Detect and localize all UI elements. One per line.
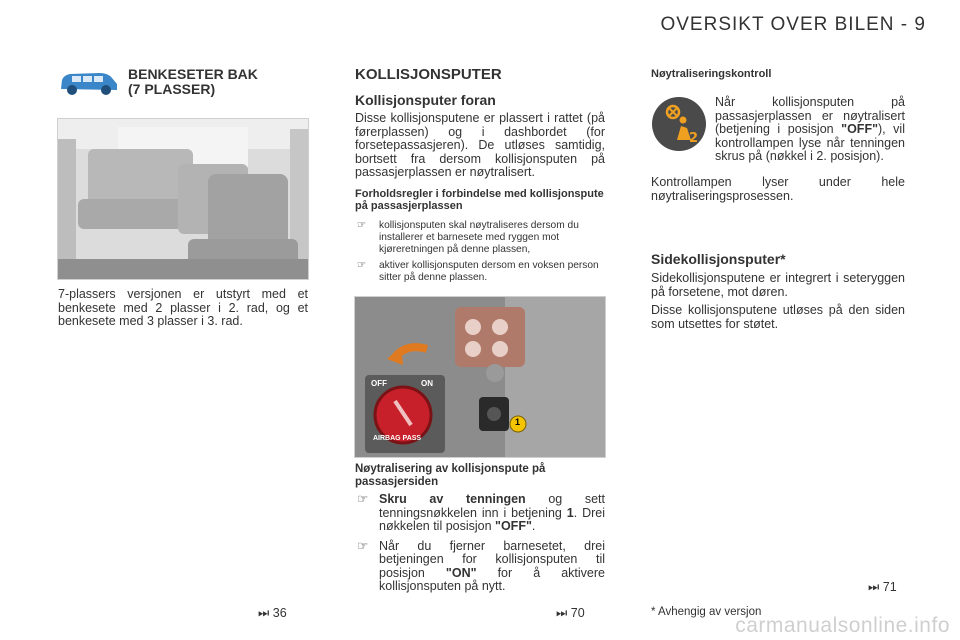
- control-off: "OFF": [841, 122, 879, 136]
- airbag-pass-label: AIRBAG PASS: [373, 435, 422, 442]
- footnote: * Avhengig av versjon: [651, 606, 762, 618]
- side-airbag-text-2: Disse kollisjonsputene utløses på den siden som utsettes for støtet.: [651, 303, 905, 331]
- page-header: OVERSIKT OVER BILEN - 9: [660, 14, 926, 35]
- arrow-icon: ⏭: [868, 580, 880, 594]
- intro-text: Disse kollisjonsputene er plassert i rattet (på førerplassen) og i dashbordet (for forsetepassasjeren). De utløses samtidig, bortsett fra dersom kollisjonsputen på passasjerplassen er nøytralisert.: [355, 111, 605, 179]
- pointer-icon: ☞: [357, 538, 369, 553]
- list-item: [355, 493, 605, 534]
- precautions-list: [355, 220, 605, 288]
- middle-page-ref-number: 70: [570, 606, 585, 620]
- precautions-title: Forholdsregler i forbindelse med kollisjonspute på passasjerplassen: [355, 188, 604, 212]
- step2-on: "ON": [445, 565, 477, 580]
- callout-number: 1: [515, 417, 521, 427]
- step1-text-a: og sett tenningsnøkkelen inn i betjening: [379, 492, 606, 520]
- step1-text-b: . Drei nøkkelen til posisjon: [379, 505, 605, 533]
- on-label: ON: [421, 379, 433, 388]
- side-airbag-text-1: Sidekollisjonsputene er integrert i seteryggen på forsetene, mot døren.: [651, 271, 905, 299]
- control-text-a: Når kollisjonsputen på passasjerplassen er nøytralisert (betjening i posisjon: [715, 95, 905, 136]
- left-page-ref[interactable]: [258, 606, 287, 621]
- section-title: KOLLISJONSPUTER: [355, 66, 502, 83]
- list-item: [355, 260, 605, 284]
- left-page-ref-number: 36: [272, 606, 287, 620]
- control-text: [715, 96, 905, 164]
- watermark: carmanualsonline.info: [735, 614, 950, 637]
- neutralize-steps: [355, 493, 605, 598]
- step2-text-a: Når du fjerner barnesetet, drei betjeningen for kollisjonsputen til posisjon: [379, 538, 605, 580]
- step1-end: .: [531, 519, 536, 533]
- airbag-switch-photo: [354, 296, 606, 458]
- step1-off: "OFF": [495, 519, 532, 533]
- control-text-b: ), vil kontrollampen lyse når tenningen skrus på (nøkkel i 2. posisjon).: [715, 122, 905, 163]
- side-airbag-text: [651, 272, 905, 336]
- arrow-icon: ⏭: [258, 606, 270, 620]
- middle-page-ref[interactable]: [556, 606, 585, 621]
- side-airbag-title: Sidekollisjonsputer*: [651, 251, 786, 267]
- neutralize-title: Nøytralisering av kollisjonspute på passasjersiden: [355, 463, 546, 488]
- list-item-text: aktiver kollisjonsputen dersom en voksen person sitter på denne plassen.: [379, 260, 599, 283]
- list-item: [355, 220, 605, 256]
- step1-number: 1: [566, 505, 574, 520]
- left-title-line2: (7 PLASSER): [128, 81, 216, 97]
- svg-text:2: 2: [689, 131, 699, 146]
- step2-text-b: for å aktivere kollisjonsputen på nytt.: [379, 565, 605, 593]
- right-page-ref[interactable]: [868, 580, 897, 595]
- right-page-ref-number: 71: [882, 580, 897, 594]
- list-item-text: kollisjonsputen skal nøytraliseres dersom du installerer et barnesete med ryggen mot kjøreretningen på denne plassen,: [379, 220, 579, 255]
- arrow-icon: ⏭: [556, 606, 568, 620]
- section-subtitle: Kollisjonsputer foran: [355, 92, 496, 108]
- pointer-icon: ☞: [357, 220, 367, 231]
- left-title: [128, 67, 258, 97]
- list-item: [355, 540, 605, 594]
- pointer-icon: ☞: [357, 260, 367, 271]
- control-text-2: Kontrollampen lyser under hele nøytraliseringsprosessen.: [651, 175, 905, 203]
- rear-seats-photo: [57, 118, 309, 280]
- step1-bold: Skru av tenningen: [379, 492, 526, 506]
- airbag-off-lamp-icon: [651, 96, 707, 157]
- control-title: Nøytraliseringskontroll: [651, 68, 772, 80]
- off-label: OFF: [371, 379, 387, 388]
- pointer-icon: ☞: [357, 492, 369, 506]
- left-title-line1: BENKESETER BAK: [128, 66, 258, 82]
- left-caption: 7-plassers versjonen er utstyrt med et benkesete med 2 plasser i 2. rad, og et benkesete med 3 plasser i 3. rad.: [58, 287, 308, 328]
- car-icon: [58, 67, 120, 102]
